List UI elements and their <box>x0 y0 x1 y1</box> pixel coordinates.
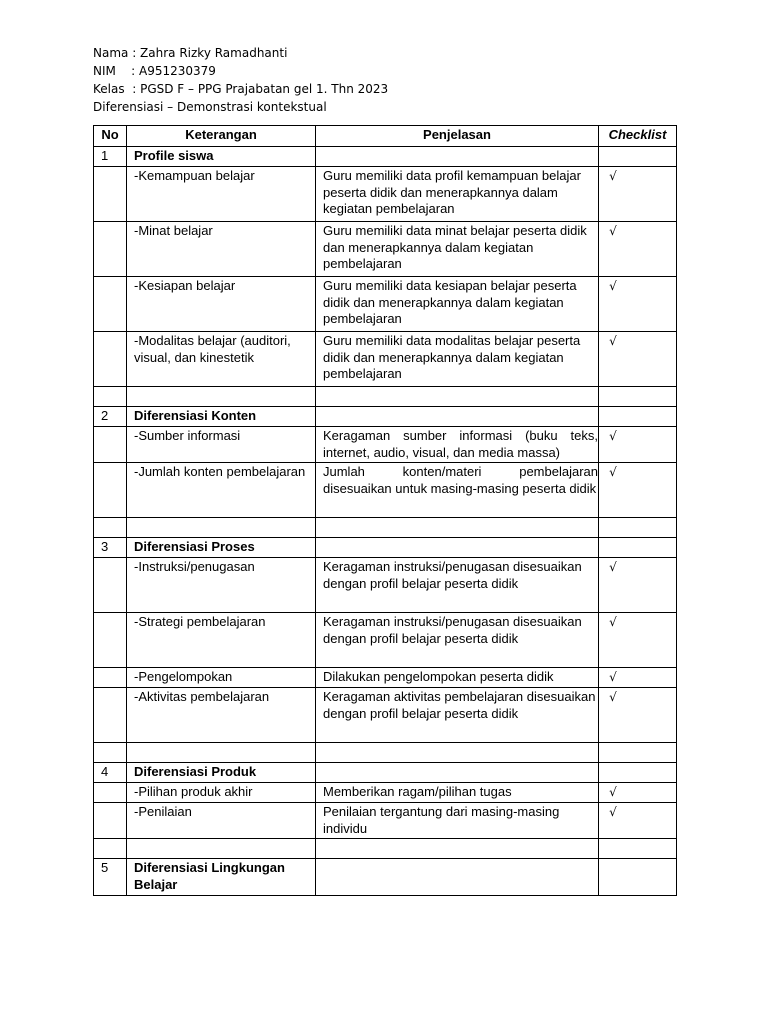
section-row <box>94 763 677 783</box>
keterangan-cell: -Instruksi/penugasan <box>127 558 316 613</box>
header-topic: Diferensiasi – Demonstrasi kontekstual <box>93 100 327 114</box>
checkmark-icon: √ <box>609 429 617 443</box>
keterangan-cell: -Jumlah konten pembelajaran <box>127 463 316 518</box>
table-row <box>94 802 677 838</box>
section-number: 1 <box>94 147 127 167</box>
checkmark-icon: √ <box>609 560 617 575</box>
header-name: Nama : Zahra Rizky Ramadhanti <box>93 46 288 60</box>
checkmark-icon: √ <box>609 785 617 800</box>
section-row <box>94 147 677 167</box>
penjelasan-cell: Keragaman sumber informasi (buku teks, internet, audio, visual, dan media massa) <box>316 427 599 463</box>
section-title: Diferensiasi Produk <box>127 763 316 783</box>
penjelasan-cell: Keragaman instruksi/penugasan disesuaikan dengan profil belajar peserta didik <box>316 558 599 613</box>
table-header-row <box>94 126 677 147</box>
table-row <box>94 783 677 803</box>
penjelasan-cell: Penilaian tergantung dari masing-masing individu <box>316 802 599 838</box>
penjelasan-cell: Guru memiliki data modalitas belajar peserta didik dan menerapkannya dalam kegiatan pembelajaran <box>316 332 599 387</box>
keterangan-cell: -Pengelompokan <box>127 668 316 688</box>
blank-row <box>94 743 677 763</box>
header-checklist: Checklist <box>599 126 677 147</box>
table-row <box>94 668 677 688</box>
checkmark-cell <box>599 222 677 277</box>
header-kelas: Kelas : PGSD F – PPG Prajabatan gel 1. Thn 2023 <box>93 82 389 96</box>
checkmark-icon: √ <box>609 224 617 238</box>
table-row <box>94 332 677 387</box>
checkmark-cell <box>599 558 677 613</box>
keterangan-cell: -Penilaian <box>127 802 316 838</box>
penjelasan-cell: Memberikan ragam/pilihan tugas <box>316 783 599 803</box>
checkmark-cell <box>599 332 677 387</box>
checkmark-icon: √ <box>609 670 617 685</box>
table-row <box>94 222 677 277</box>
checklist-table <box>93 125 677 896</box>
checkmark-icon: √ <box>609 465 617 480</box>
table-row <box>94 558 677 613</box>
penjelasan-cell: Guru memiliki data minat belajar peserta didik dan menerapkannya dalam kegiatan pembelajaran <box>316 222 599 277</box>
blank-row <box>94 387 677 407</box>
section-row <box>94 407 677 427</box>
checkmark-cell <box>599 167 677 222</box>
table-row <box>94 427 677 463</box>
penjelasan-cell: Keragaman instruksi/penugasan disesuaikan dengan profil belajar peserta didik <box>316 613 599 668</box>
checkmark-cell <box>599 613 677 668</box>
penjelasan-cell: Jumlah konten/materi pembelajaran disesuaikan untuk masing-masing peserta didik <box>316 463 599 518</box>
document-header <box>93 44 388 116</box>
checkmark-cell <box>599 277 677 332</box>
section-number: 3 <box>94 538 127 558</box>
blank-row <box>94 518 677 538</box>
checkmark-icon: √ <box>609 804 617 819</box>
penjelasan-cell: Guru memiliki data kesiapan belajar peserta didik dan menerapkannya dalam kegiatan pembelajaran <box>316 277 599 332</box>
checkmark-cell <box>599 802 677 838</box>
checkmark-cell <box>599 668 677 688</box>
header-nim: NIM : A951230379 <box>93 64 216 78</box>
checkmark-icon: √ <box>609 279 617 293</box>
checkmark-icon: √ <box>609 169 617 183</box>
checkmark-cell <box>599 463 677 518</box>
checkmark-icon: √ <box>609 690 617 705</box>
section-title: Diferensiasi Proses <box>127 538 316 558</box>
keterangan-cell: -Pilihan produk akhir <box>127 783 316 803</box>
keterangan-cell: -Kesiapan belajar <box>127 277 316 332</box>
section-number: 5 <box>94 859 127 895</box>
checkmark-cell <box>599 783 677 803</box>
keterangan-cell: -Minat belajar <box>127 222 316 277</box>
checkmark-icon: √ <box>609 615 617 630</box>
section-number: 4 <box>94 763 127 783</box>
table-row <box>94 167 677 222</box>
header-no: No <box>94 126 127 147</box>
checkmark-icon: √ <box>609 334 617 348</box>
section-title: Diferensiasi Konten <box>127 407 316 427</box>
section-row <box>94 859 677 895</box>
keterangan-cell: -Sumber informasi <box>127 427 316 463</box>
header-keterangan: Keterangan <box>127 126 316 147</box>
penjelasan-cell: Dilakukan pengelompokan peserta didik <box>316 668 599 688</box>
checkmark-cell <box>599 688 677 743</box>
section-title: Profile siswa <box>127 147 316 167</box>
penjelasan-cell: Keragaman aktivitas pembelajaran disesuaikan dengan profil belajar peserta didik <box>316 688 599 743</box>
header-penjelasan: Penjelasan <box>316 126 599 147</box>
checkmark-cell <box>599 427 677 463</box>
table-row <box>94 463 677 518</box>
penjelasan-cell: Guru memiliki data profil kemampuan belajar peserta didik dan menerapkannya dalam kegiatan pembelajaran <box>316 167 599 222</box>
keterangan-cell: -Kemampuan belajar <box>127 167 316 222</box>
keterangan-cell: -Strategi pembelajaran <box>127 613 316 668</box>
keterangan-cell: -Modalitas belajar (auditori, visual, dan kinestetik <box>127 332 316 387</box>
table-row <box>94 277 677 332</box>
section-number: 2 <box>94 407 127 427</box>
section-title: Diferensiasi Lingkungan Belajar <box>127 859 316 895</box>
section-row <box>94 538 677 558</box>
table-row <box>94 688 677 743</box>
keterangan-cell: -Aktivitas pembelajaran <box>127 688 316 743</box>
blank-row <box>94 839 677 859</box>
table-row <box>94 613 677 668</box>
